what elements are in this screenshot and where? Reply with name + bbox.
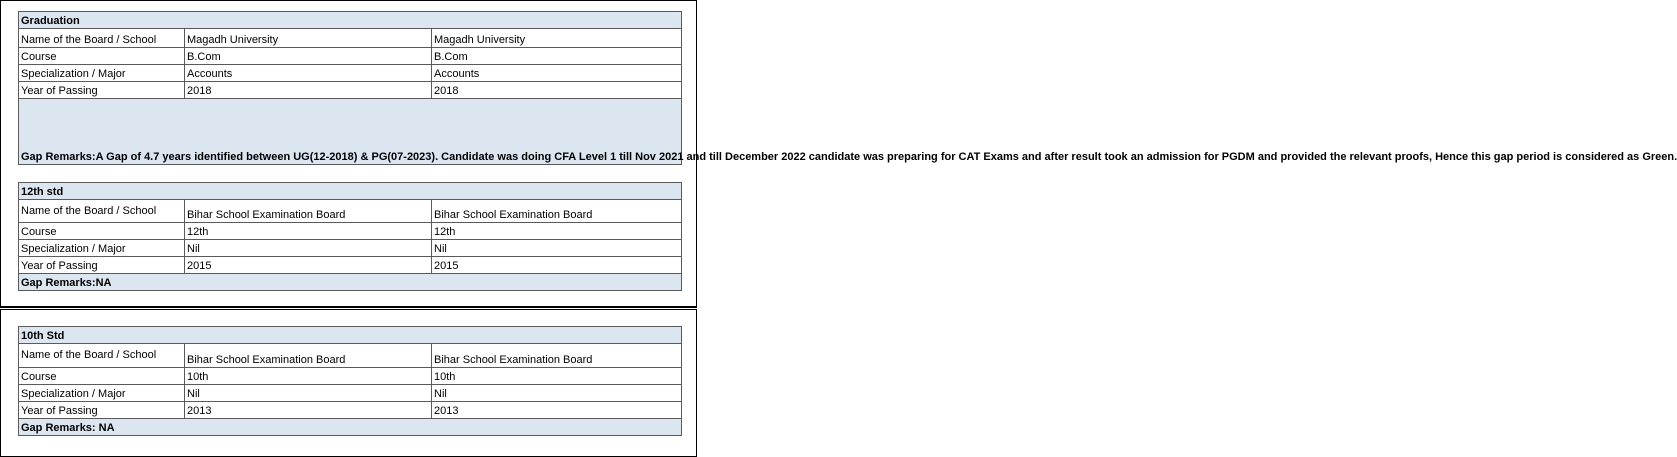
table-row — [19, 344, 682, 368]
row-value-2: 12th — [432, 223, 682, 240]
row-value-1: Nil — [185, 385, 432, 402]
row-label: Course — [19, 368, 185, 385]
tenth-table — [18, 326, 682, 436]
table-row — [19, 240, 682, 257]
row-label: Course — [19, 223, 185, 240]
education-frame-bottom — [0, 309, 697, 457]
row-value-1: 2018 — [185, 82, 432, 99]
row-label: Course — [19, 48, 185, 65]
row-label: Specialization / Major — [19, 240, 185, 257]
table-row — [19, 65, 682, 82]
twelfth-title: 12th std — [19, 183, 682, 200]
tenth-section — [18, 326, 681, 436]
table-row — [19, 402, 682, 419]
row-label: Specialization / Major — [19, 65, 185, 82]
twelfth-table — [18, 182, 682, 291]
gap-remarks: Gap Remarks: NA — [19, 419, 682, 436]
row-value-1: 10th — [185, 368, 432, 385]
table-row — [19, 257, 682, 274]
gap-remarks: Gap Remarks:A Gap of 4.7 years identified between UG(12-2018) & PG(07-2023). Candidate was doing CFA Level 1 till Nov 2021 and till December 2022 candidate was preparing for CAT Exams and after result took an admission for PGDM and provided the relevant proofs, Hence this gap period is considered as Green. — [19, 99, 682, 165]
graduation-section — [18, 11, 1677, 165]
tenth-remarks-row — [19, 419, 682, 436]
row-label: Year of Passing — [19, 402, 185, 419]
tenth-header-row — [19, 327, 682, 344]
row-value-2: 2013 — [432, 402, 682, 419]
row-label: Name of the Board / School — [19, 29, 185, 48]
row-value-2: 2015 — [432, 257, 682, 274]
row-value-1: Bihar School Examination Board — [185, 200, 432, 223]
row-value-1: Magadh University — [185, 29, 432, 48]
row-value-2: 10th — [432, 368, 682, 385]
graduation-title: Graduation — [19, 12, 682, 29]
table-row — [19, 368, 682, 385]
row-value-2: Bihar School Examination Board — [432, 344, 682, 368]
twelfth-section — [18, 182, 681, 291]
gap-remarks: Gap Remarks:NA — [19, 274, 682, 291]
row-value-1: Accounts — [185, 65, 432, 82]
row-value-2: 2018 — [432, 82, 682, 99]
row-label: Name of the Board / School — [19, 200, 185, 223]
row-label: Name of the Board / School — [19, 344, 185, 368]
tenth-title: 10th Std — [19, 327, 682, 344]
table-row — [19, 223, 682, 240]
twelfth-remarks-row — [19, 274, 682, 291]
row-value-1: 2013 — [185, 402, 432, 419]
row-value-1: 12th — [185, 223, 432, 240]
row-value-2: Magadh University — [432, 29, 682, 48]
table-row — [19, 29, 682, 48]
table-row — [19, 385, 682, 402]
graduation-header-row — [19, 12, 682, 29]
twelfth-header-row — [19, 183, 682, 200]
row-value-2: Nil — [432, 385, 682, 402]
table-row — [19, 48, 682, 65]
row-label: Specialization / Major — [19, 385, 185, 402]
row-value-1: Bihar School Examination Board — [185, 344, 432, 368]
row-value-1: B.Com — [185, 48, 432, 65]
row-value-2: Nil — [432, 240, 682, 257]
row-value-2: B.Com — [432, 48, 682, 65]
row-value-2: Bihar School Examination Board — [432, 200, 682, 223]
row-value-1: Nil — [185, 240, 432, 257]
table-row — [19, 82, 682, 99]
row-value-2: Accounts — [432, 65, 682, 82]
table-row — [19, 200, 682, 223]
graduation-table — [18, 11, 1677, 165]
graduation-remarks-row — [19, 99, 682, 165]
row-label: Year of Passing — [19, 257, 185, 274]
row-value-1: 2015 — [185, 257, 432, 274]
row-label: Year of Passing — [19, 82, 185, 99]
